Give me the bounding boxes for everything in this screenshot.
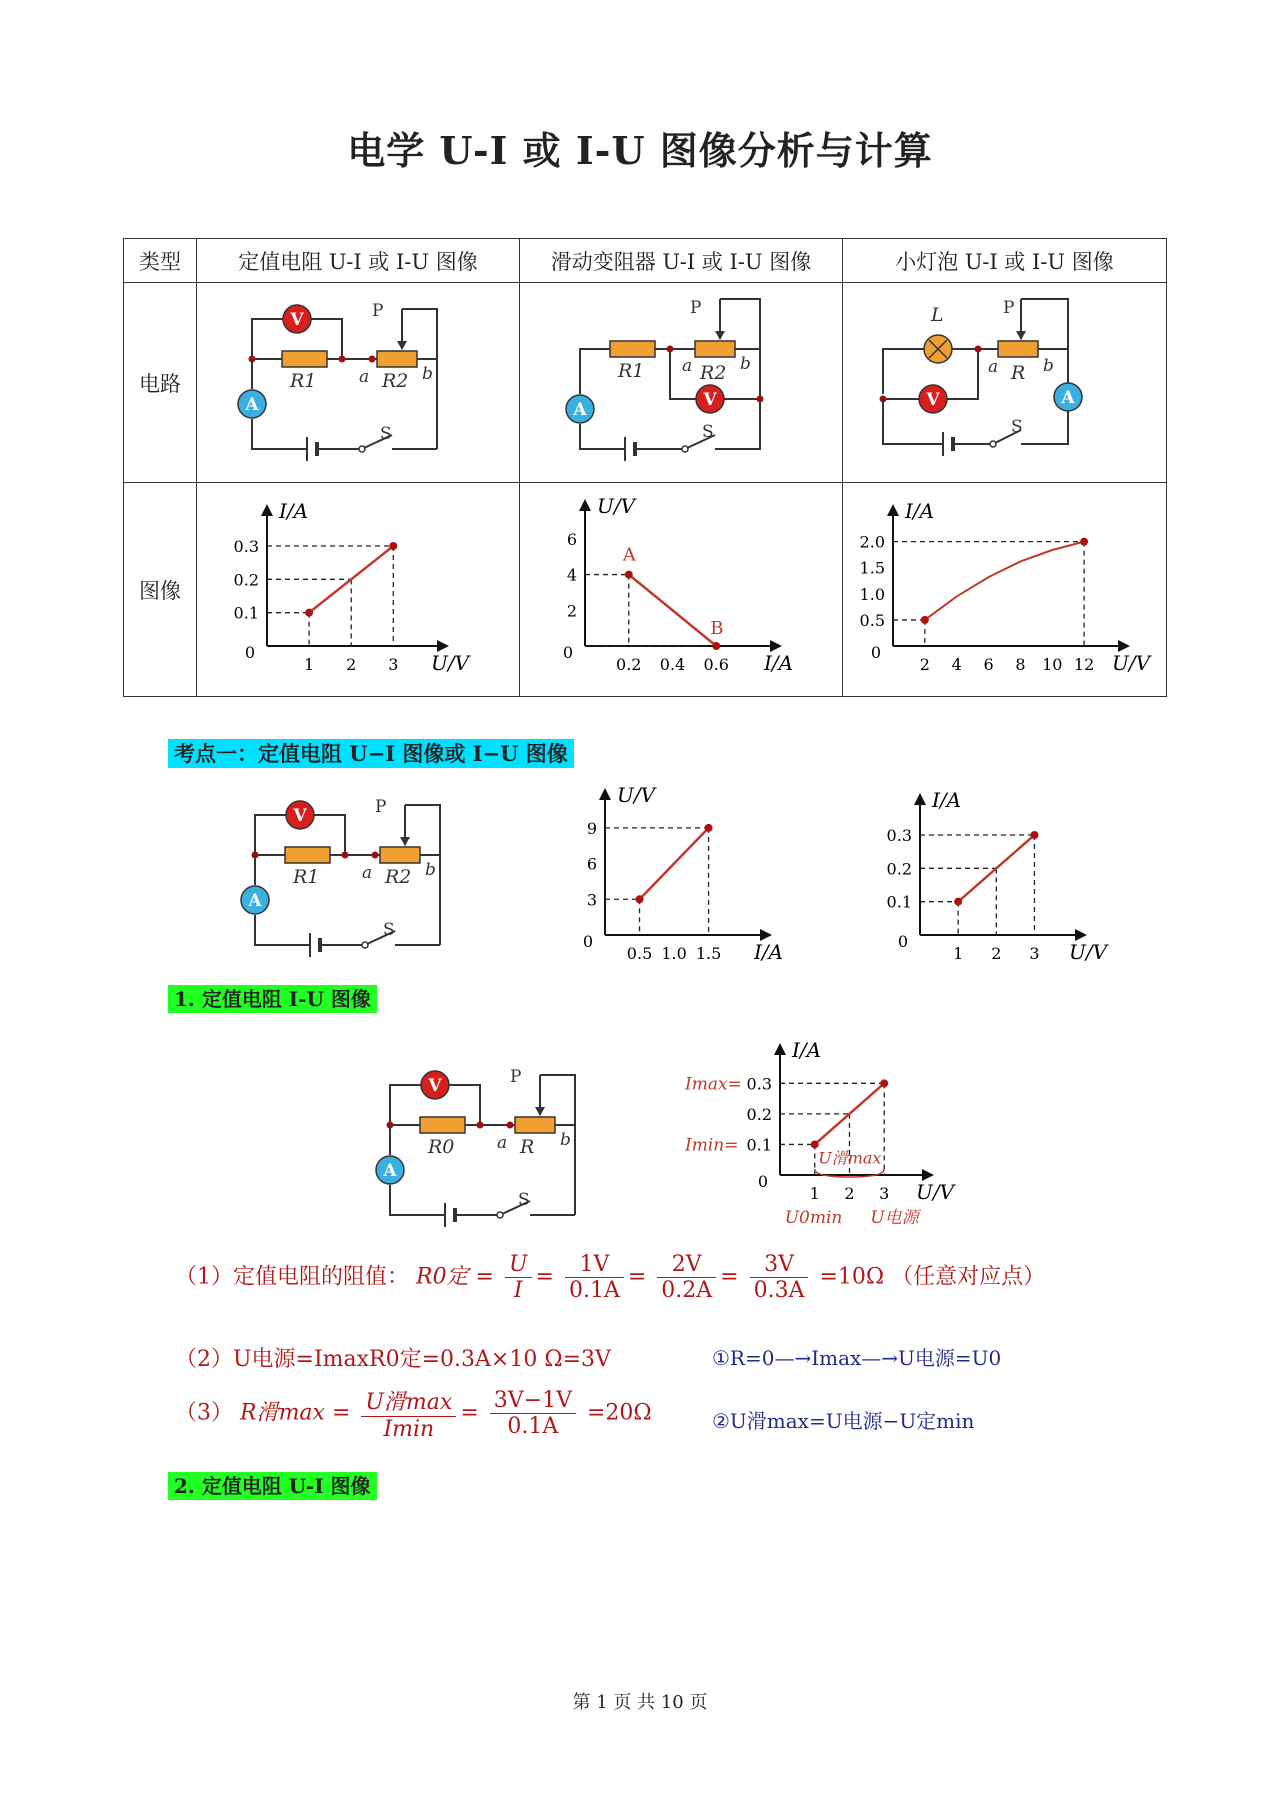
resistor-rheostat	[695, 341, 735, 357]
x-tick-label: 2	[919, 654, 930, 674]
wire	[715, 439, 760, 449]
voltmeter-label: V	[926, 389, 940, 410]
eq3-frac2	[490, 1388, 576, 1439]
eq3-frac2-num: 3V−1V	[490, 1388, 576, 1414]
cell-graph-fixed	[197, 483, 520, 697]
eq3-prefix: （3）	[175, 1400, 233, 1426]
y-tick-label: 0.3	[233, 536, 259, 556]
annot-uhuamax: U滑max	[818, 1148, 882, 1168]
label-a: a	[359, 366, 370, 387]
y-axis-arrow	[774, 1043, 786, 1055]
origin-label: 0	[870, 642, 881, 662]
voltmeter-label: V	[290, 309, 304, 330]
label-b: b	[1043, 355, 1054, 376]
point-label-b: B	[710, 617, 724, 639]
ammeter-label: A	[1061, 387, 1075, 408]
cell-graph-rheostat	[520, 483, 843, 697]
x-tick-label: 1.0	[661, 944, 687, 963]
chart-fixed-resistor	[197, 484, 518, 696]
label-a: a	[497, 1133, 508, 1153]
resistor-fixed	[420, 1117, 465, 1133]
header-fixed: 定值电阻 U-I 或 I-U 图像	[197, 239, 520, 283]
x-tick-label: 0.5	[626, 944, 653, 963]
y-tick-label: 6	[566, 529, 577, 549]
y-axis-label: U/V	[617, 783, 656, 807]
note-2: ②U滑max=U电源−U定min	[712, 1409, 975, 1433]
note-1: ①R=0—→Imax—→U电源=U0	[712, 1346, 1002, 1370]
label-a: a	[988, 356, 999, 377]
x-tick-label: 1	[304, 654, 315, 674]
y-axis-label: I/A	[279, 498, 309, 523]
eq1-frac4	[750, 1252, 809, 1303]
eq1-lhs: R0定 =	[416, 1264, 494, 1290]
section-heading-1	[168, 983, 377, 1012]
circuit-diagram-section1	[350, 1045, 610, 1245]
x-tick-label: 4	[951, 654, 962, 674]
section-heading-2-text: 2. 定值电阻 U-I 图像	[168, 1472, 377, 1500]
y-tick-label: 2	[566, 600, 577, 620]
x-tick-label: 2	[991, 944, 1002, 963]
kaodian-heading	[168, 738, 574, 768]
y-axis-arrow	[914, 793, 926, 805]
x-axis-label: I/A	[764, 650, 794, 675]
eq3-frac1-num: U滑max	[361, 1385, 456, 1417]
label-b: b	[560, 1130, 571, 1150]
data-point	[1080, 537, 1088, 545]
header-type: 类型	[124, 239, 197, 283]
slider-arrow	[400, 837, 410, 846]
cell-circuit-rheostat	[520, 283, 843, 483]
kaodian-heading-text: 考点一：定值电阻 U−I 图像或 I−U 图像	[168, 739, 574, 768]
slider-arrow	[715, 331, 725, 340]
x-tick-label: 3	[388, 654, 399, 674]
circuit-diagram-lamp	[843, 284, 1165, 482]
origin-label: 0	[897, 932, 908, 951]
label-r-fixed: R0	[428, 1136, 455, 1158]
chart-kp1-iu	[870, 775, 1120, 975]
x-tick-label: 1	[809, 1184, 820, 1203]
label-p: P	[510, 1067, 522, 1087]
section-heading-2	[168, 1470, 377, 1499]
y-tick-label: 0.2	[233, 569, 259, 589]
label-a: a	[682, 355, 693, 376]
row-label-graph: 图像	[124, 483, 197, 697]
cell-circuit-lamp	[843, 283, 1167, 483]
chart-lamp	[843, 484, 1165, 696]
y-tick-label: 1.5	[859, 558, 885, 578]
y-axis-arrow	[887, 504, 899, 516]
y-tick-label: 0.3	[746, 1074, 772, 1094]
x-axis-label: I/A	[754, 940, 784, 964]
junction-dot	[975, 345, 982, 352]
label-l: L	[931, 303, 944, 326]
y-tick-label: 0.1	[233, 603, 259, 623]
y-tick-label: 0.1	[886, 892, 912, 912]
data-point	[880, 1079, 888, 1087]
y-axis-label: I/A	[792, 1038, 822, 1062]
x-axis-label: U/V	[1069, 940, 1108, 964]
eq1-result: =10Ω	[819, 1264, 885, 1290]
origin-label: 0	[244, 642, 255, 662]
junction-dot	[507, 1122, 514, 1129]
eq1-frac4-num: 3V	[750, 1252, 809, 1278]
y-tick-label: 0.2	[746, 1104, 772, 1124]
table-row-circuit	[124, 283, 1167, 483]
eq3-result: =20Ω	[586, 1400, 652, 1426]
data-point	[811, 1140, 819, 1148]
equation-3: （3） R滑max = $\frac{\text{U滑max}}{Imin}$ = $\frac{3V-1V}{0.1A}$ =20Ω	[175, 1385, 652, 1442]
x-tick-label: 3	[879, 1184, 890, 1203]
y-tick-label: 0.1	[746, 1135, 772, 1155]
wire	[255, 915, 310, 945]
wire	[252, 419, 307, 449]
data-line	[629, 574, 717, 645]
wire	[390, 1185, 445, 1215]
eq3-frac1	[361, 1385, 456, 1442]
y-axis-arrow	[599, 788, 611, 800]
y-tick-label: 2.0	[859, 532, 885, 552]
y-axis-arrow	[579, 499, 591, 511]
y-axis-arrow	[261, 504, 273, 516]
table-header-row	[124, 239, 1167, 283]
circuit-diagram-fixed	[197, 284, 518, 482]
chart-section1-iu	[680, 1020, 980, 1240]
origin-label: 0	[757, 1172, 768, 1191]
resistor-fixed	[610, 341, 655, 357]
ammeter-label: A	[573, 399, 587, 420]
label-b: b	[422, 363, 433, 384]
y-tick-label: 0.2	[886, 859, 912, 879]
x-tick-label: 2	[346, 654, 357, 674]
table-row-graph	[124, 483, 1167, 697]
x-tick-label: 8	[1015, 654, 1026, 674]
label-p: P	[375, 797, 387, 817]
eq1-frac3	[657, 1252, 716, 1303]
eq1-frac1-num: U	[505, 1252, 532, 1278]
page-title: 电学 U-I 或 I-U 图像分析与计算	[347, 128, 933, 173]
resistor-rheostat	[515, 1117, 555, 1133]
eq1-prefix: （1）定值电阻的阻值：	[175, 1264, 409, 1290]
slider-arrow	[397, 341, 407, 350]
header-rheostat: 滑动变阻器 U-I 或 I-U 图像	[520, 239, 843, 283]
y-axis-label: I/A	[932, 788, 962, 812]
ammeter-label: A	[248, 891, 262, 911]
y-tick-label: 0.3	[886, 826, 912, 845]
junction-dot	[339, 355, 346, 362]
eq1-frac3-den: 0.2A	[661, 1278, 713, 1303]
eq1-frac3-num: 2V	[657, 1252, 716, 1278]
label-r: R	[1011, 361, 1026, 384]
label-p: P	[1003, 297, 1015, 318]
resistor-rheostat	[377, 351, 417, 367]
circuit-diagram-kp1	[205, 775, 475, 975]
chart-rheostat	[520, 484, 841, 696]
equation-2: （2）U电源=ImaxR0定=0.3A×10 Ω=3V	[175, 1347, 611, 1372]
junction-dot	[757, 395, 764, 402]
data-point	[921, 615, 929, 623]
data-point	[636, 895, 644, 903]
voltmeter-label: V	[703, 389, 717, 410]
x-axis-label: U/V	[431, 650, 470, 675]
y-tick-label: 9	[586, 818, 597, 838]
label-s: S	[380, 423, 392, 444]
data-point	[1030, 831, 1038, 839]
eq1-frac2-den: 0.1A	[568, 1278, 620, 1303]
eq3-frac2-den: 0.1A	[507, 1414, 559, 1439]
y-tick-label: 6	[586, 854, 597, 874]
annot-imin: Imin=	[685, 1135, 739, 1156]
equation-1: （1）定值电阻的阻值： R0定 = $\frac{U}{I}$ = $\frac{1V}{0.1A}$ = $\frac{2V}{0.2A}$ = $\frac{3V}{0.3A}$ =10Ω （任意对应点）	[175, 1252, 1046, 1303]
y-tick-label: 1.0	[859, 584, 885, 604]
label-p: P	[690, 297, 702, 318]
label-r-fixed: R1	[293, 866, 320, 888]
data-point	[705, 824, 713, 832]
origin-label: 0	[582, 932, 593, 951]
x-tick-label: 1	[953, 944, 964, 963]
x-axis-label: U/V	[1112, 650, 1151, 675]
origin-label: 0	[562, 642, 573, 662]
x-tick-label: 10	[1042, 654, 1063, 674]
eq1-frac1	[505, 1252, 532, 1303]
circuit-diagram-rheostat	[520, 284, 841, 482]
x-tick-label: 0.2	[616, 654, 642, 674]
annot-u0min: U0min	[784, 1208, 843, 1228]
data-point	[389, 542, 397, 550]
x-tick-label: 2	[844, 1184, 855, 1203]
cell-circuit-fixed	[197, 283, 520, 483]
data-point	[954, 898, 962, 906]
eq1-frac2	[565, 1252, 624, 1303]
y-tick-label: 0.5	[859, 610, 885, 630]
label-r1: R1	[618, 359, 645, 382]
header-lamp: 小灯泡 U-I 或 I-U 图像	[843, 239, 1167, 283]
voltmeter-label: V	[428, 1076, 442, 1096]
label-r-fixed: R1	[290, 369, 317, 392]
annot-udy: U电源	[870, 1208, 919, 1228]
slider-arrow	[1016, 331, 1026, 340]
x-tick-label: 0.6	[703, 654, 729, 674]
label-s: S	[1011, 416, 1023, 437]
label-r-rheostat: R2	[382, 369, 409, 392]
page-footer: 第 1 页 共 10 页	[572, 1692, 708, 1713]
data-curve	[925, 541, 1084, 619]
resistor-fixed	[285, 847, 330, 863]
section-heading-1-text: 1. 定值电阻 I-U 图像	[168, 985, 377, 1013]
label-s: S	[702, 421, 714, 442]
x-tick-label: 6	[983, 654, 994, 674]
label-r-rheostat: R	[520, 1136, 535, 1158]
chart-kp1-ui	[565, 775, 810, 975]
voltmeter-label: V	[293, 806, 307, 826]
label-b: b	[740, 353, 751, 374]
eq1-frac2-num: 1V	[565, 1252, 624, 1278]
x-tick-label: 3	[1029, 944, 1040, 963]
data-line	[640, 828, 709, 899]
cell-graph-lamp	[843, 483, 1167, 697]
label-p: P	[372, 300, 384, 321]
junction-dot	[477, 1122, 484, 1129]
eq3-lhs: R滑max =	[240, 1400, 351, 1426]
junction-dot	[667, 345, 674, 352]
ammeter-label: A	[383, 1161, 397, 1181]
y-tick-label: 4	[566, 565, 577, 585]
junction-dot	[372, 852, 379, 859]
annot-imax: Imax=	[685, 1074, 742, 1095]
data-point	[305, 608, 313, 616]
y-axis-label: U/V	[597, 493, 636, 518]
x-tick-label: 0.4	[659, 654, 686, 674]
junction-dot	[369, 355, 376, 362]
slider-arrow	[535, 1107, 545, 1116]
wire	[580, 349, 610, 394]
eq3-frac1-den: Imin	[383, 1417, 435, 1442]
data-point	[712, 642, 720, 650]
resistor-fixed	[282, 351, 327, 367]
label-s: S	[518, 1190, 530, 1210]
x-tick-label: 12	[1073, 654, 1095, 674]
x-axis-label: U/V	[916, 1180, 955, 1204]
junction-dot	[342, 852, 349, 859]
label-s: S	[383, 920, 395, 940]
label-r-rheostat: R2	[385, 866, 412, 888]
wire	[1021, 411, 1068, 444]
label-r2: R2	[700, 361, 727, 384]
resistor-rheostat	[998, 341, 1038, 357]
x-tick-label: 1.5	[695, 944, 722, 963]
label-b: b	[425, 860, 436, 880]
overview-table	[123, 238, 1167, 697]
wire	[580, 424, 625, 449]
data-point	[625, 570, 633, 578]
eq1-suffix: （任意对应点）	[891, 1264, 1046, 1290]
y-axis-label: I/A	[905, 498, 935, 523]
ammeter-label: A	[245, 394, 259, 415]
resistor-rheostat	[380, 847, 420, 863]
label-a: a	[362, 863, 373, 883]
y-tick-label: 3	[586, 890, 597, 910]
eq1-frac4-den: 0.3A	[753, 1278, 805, 1303]
row-label-circuit: 电路	[124, 283, 197, 483]
point-label-a: A	[622, 544, 636, 566]
eq1-frac1-den: I	[513, 1278, 523, 1303]
